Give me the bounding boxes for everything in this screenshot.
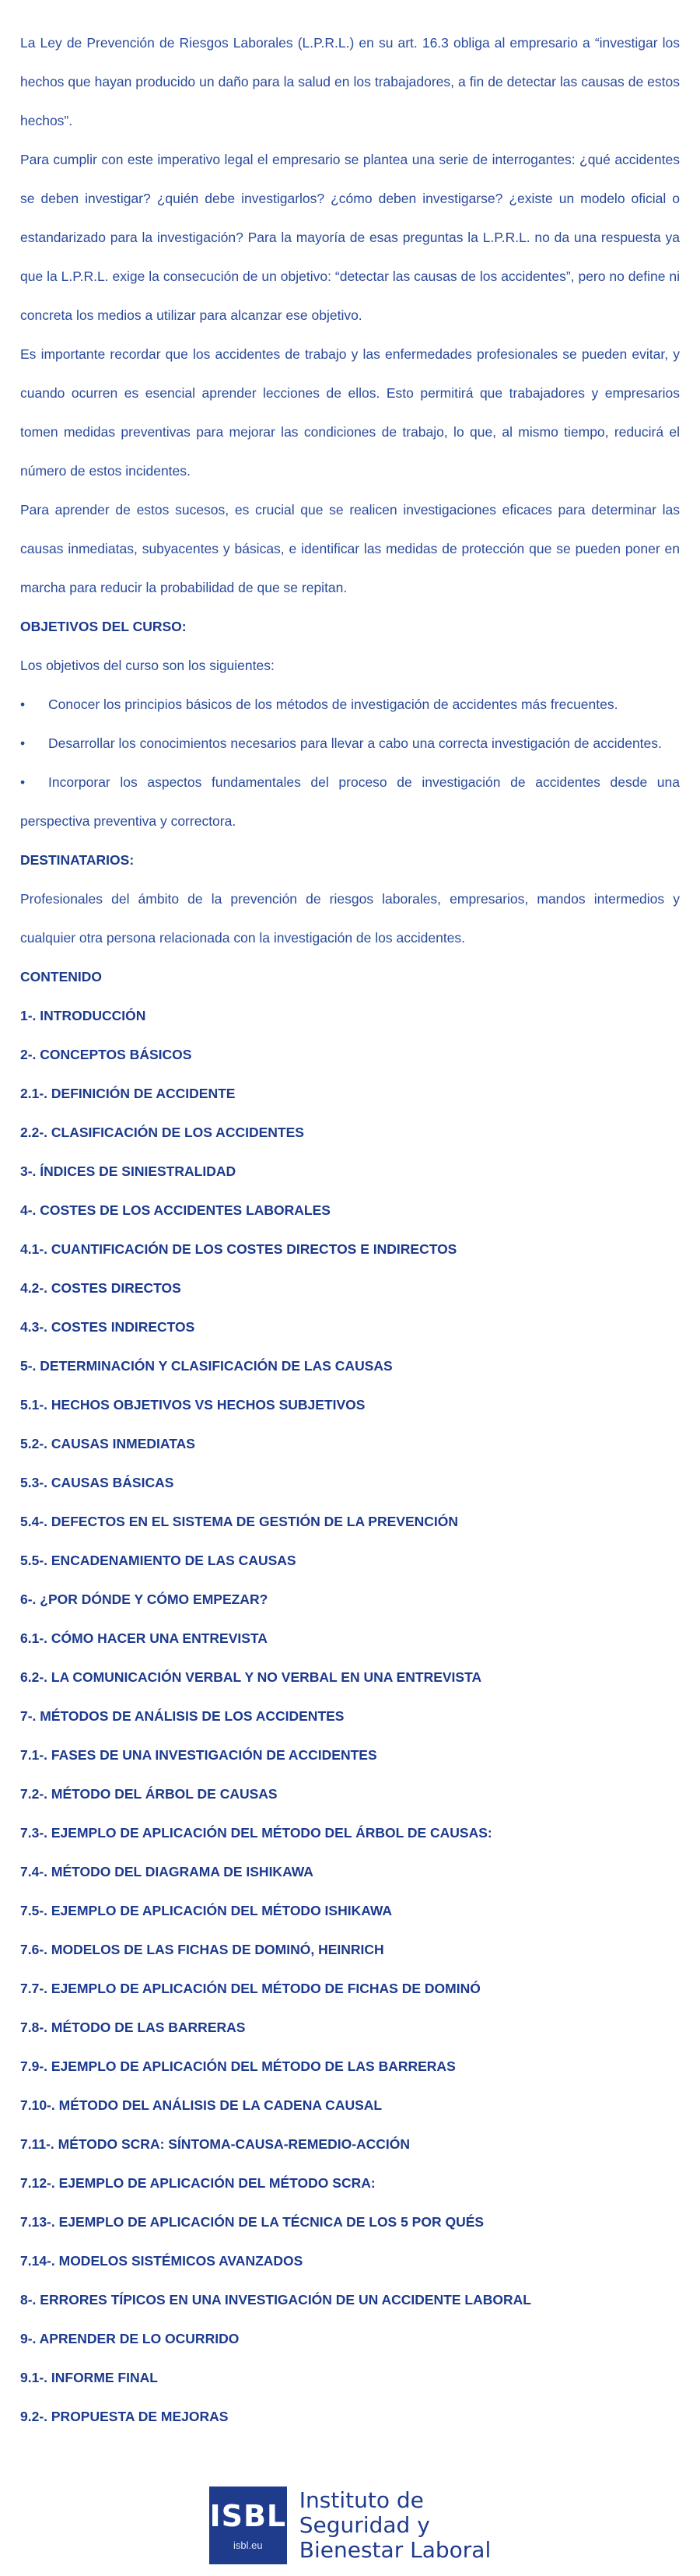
contents-item: 7-. MÉTODOS DE ANÁLISIS DE LOS ACCIDENTES <box>20 1708 345 1724</box>
contents-item: 5.1-. HECHOS OBJETIVOS VS HECHOS SUBJETIVOS <box>20 1397 366 1413</box>
objectives-heading: OBJETIVOS DEL CURSO: <box>20 619 187 634</box>
contents-item: 6.1-. CÓMO HACER UNA ENTREVISTA <box>20 1630 268 1646</box>
contents-item: 4.1-. CUANTIFICACIÓN DE LOS COSTES DIRECTOS E INDIRECTOS <box>20 1241 457 1257</box>
contents-item: 2.1-. DEFINICIÓN DE ACCIDENTE <box>20 1086 236 1101</box>
contents-list <box>20 996 680 2436</box>
contents-item: 7.11-. MÉTODO SCRA: SÍNTOMA-CAUSA-REMEDIO-ACCIÓN <box>20 2136 411 2152</box>
institute-name-line: Bienestar Laboral <box>299 2537 492 2563</box>
audience-heading: DESTINATARIOS: <box>20 852 135 868</box>
contents-item: 3-. ÍNDICES DE SINIESTRALIDAD <box>20 1163 236 1179</box>
objective-text: Desarrollar los conocimientos necesarios para llevar a cabo una correcta investigación de accidentes. <box>48 735 662 751</box>
logo-mark: ISBL <box>209 2498 287 2533</box>
intro-paragraph-4: Para aprender de estos sucesos, es crucial que se realicen investigaciones eficaces para determinar las causas inmediatas, subyacentes y básicas, e identificar las medidas de protección que se pueden poner en marcha para reducir la probabilidad de que se repitan. <box>20 502 680 595</box>
logo-domain: isbl.eu <box>233 2539 263 2551</box>
audience-text: Profesionales del ámbito de la prevención de riesgos laborales, empresarios, mandos intermedios y cualquier otra persona relacionada con la investigación de los accidentes. <box>20 891 680 946</box>
contents-item: 6.2-. LA COMUNICACIÓN VERBAL Y NO VERBAL EN UNA ENTREVISTA <box>20 1669 482 1685</box>
contents-item: 7.10-. MÉTODO DEL ANÁLISIS DE LA CADENA CAUSAL <box>20 2097 383 2113</box>
contents-item: 4.3-. COSTES INDIRECTOS <box>20 1319 195 1335</box>
contents-item: 7.12-. EJEMPLO DE APLICACIÓN DEL MÉTODO SCRA: <box>20 2175 376 2191</box>
contents-item: 9.2-. PROPUESTA DE MEJORAS <box>20 2409 229 2424</box>
contents-item: 4-. COSTES DE LOS ACCIDENTES LABORALES <box>20 1202 331 1218</box>
bullet-icon: • <box>20 735 26 751</box>
bullet-icon: • <box>20 697 26 712</box>
contents-item: 2.2-. CLASIFICACIÓN DE LOS ACCIDENTES <box>20 1125 304 1140</box>
contents-item: 7.4-. MÉTODO DEL DIAGRAMA DE ISHIKAWA <box>20 1864 313 1879</box>
contents-item: 4.2-. COSTES DIRECTOS <box>20 1280 181 1296</box>
contents-item: 7.3-. EJEMPLO DE APLICACIÓN DEL MÉTODO DEL ÁRBOL DE CAUSAS: <box>20 1825 492 1841</box>
institute-name-line: Seguridad y <box>299 2512 430 2538</box>
contents-item: 7.2-. MÉTODO DEL ÁRBOL DE CAUSAS <box>20 1786 278 1802</box>
contents-item: 5.2-. CAUSAS INMEDIATAS <box>20 1436 195 1451</box>
contents-item: 2-. CONCEPTOS BÁSICOS <box>20 1047 192 1062</box>
objective-text: Conocer los principios básicos de los métodos de investigación de accidentes más frecuentes. <box>48 697 618 712</box>
objective-item <box>20 685 680 724</box>
contents-item: 9.1-. INFORME FINAL <box>20 2370 158 2385</box>
objectives-lead: Los objetivos del curso son los siguientes: <box>20 658 275 673</box>
contents-item: 5.5-. ENCADENAMIENTO DE LAS CAUSAS <box>20 1553 296 1568</box>
contents-item: 7.9-. EJEMPLO DE APLICACIÓN DEL MÉTODO DE LAS BARRERAS <box>20 2058 456 2074</box>
isbl-logo <box>209 2487 287 2564</box>
contents-item: 7.8-. MÉTODO DE LAS BARRERAS <box>20 2020 246 2035</box>
bullet-icon: • <box>20 774 26 790</box>
objective-text: Incorporar los aspectos fundamentales del proceso de investigación de accidentes desde una perspectiva preventiva y correctora. <box>20 774 680 829</box>
intro-paragraph-2: Para cumplir con este imperativo legal el empresario se plantea una serie de interrogantes: ¿qué accidentes se deben investigar? ¿quién debe investigarlos? ¿cómo deben investigarse? ¿existe un modelo oficial o estandarizado para la investigación? Para la mayoría de esas preguntas la L.P.R.L. no da una respuesta ya que la L.P.R.L. exige la consecución de un objetivo: “detectar las causas de los accidentes”, pero no define ni concreta los medios a utilizar para alcanzar ese objetivo. <box>20 152 680 323</box>
contents-item: 7.6-. MODELOS DE LAS FICHAS DE DOMINÓ, HEINRICH <box>20 1942 384 1957</box>
contents-item: 7.7-. EJEMPLO DE APLICACIÓN DEL MÉTODO DE FICHAS DE DOMINÓ <box>20 1981 481 1996</box>
contents-item: 7.14-. MODELOS SISTÉMICOS AVANZADOS <box>20 2253 303 2269</box>
contents-item: 8-. ERRORES TÍPICOS EN UNA INVESTIGACIÓN DE UN ACCIDENTE LABORAL <box>20 2292 531 2308</box>
institute-name <box>299 2488 491 2563</box>
intro-paragraph-1: La Ley de Prevención de Riesgos Laborales (L.P.R.L.) en su art. 16.3 obliga al empresario a “investigar los hechos que hayan producido un daño para la salud en los trabajadores, a fin de detectar las causas de estos hechos”. <box>20 35 680 128</box>
objective-item <box>20 724 680 763</box>
contents-item: 7.13-. EJEMPLO DE APLICACIÓN DE LA TÉCNICA DE LOS 5 POR QUÉS <box>20 2214 485 2230</box>
contents-heading: CONTENIDO <box>20 969 102 984</box>
contents-item: 7.1-. FASES DE UNA INVESTIGACIÓN DE ACCIDENTES <box>20 1747 377 1763</box>
footer-brand <box>0 2483 700 2568</box>
contents-item: 9-. APRENDER DE LO OCURRIDO <box>20 2331 240 2346</box>
intro-paragraph-3: Es importante recordar que los accidentes de trabajo y las enfermedades profesionales se pueden evitar, y cuando ocurren es esencial aprender lecciones de ellos. Esto permitirá que trabajadores y empresarios tomen medidas preventivas para mejorar las condiciones de trabajo, lo que, al mismo tiempo, reducirá el número de estos incidentes. <box>20 346 680 479</box>
contents-item: 5.4-. DEFECTOS EN EL SISTEMA DE GESTIÓN DE LA PREVENCIÓN <box>20 1514 459 1529</box>
contents-item: 5-. DETERMINACIÓN Y CLASIFICACIÓN DE LAS CAUSAS <box>20 1358 393 1374</box>
contents-item: 1-. INTRODUCCIÓN <box>20 1008 146 1023</box>
institute-name-line: Instituto de <box>299 2487 424 2513</box>
contents-item: 5.3-. CAUSAS BÁSICAS <box>20 1475 174 1490</box>
contents-item: 7.5-. EJEMPLO DE APLICACIÓN DEL MÉTODO ISHIKAWA <box>20 1903 393 1918</box>
contents-item: 6-. ¿POR DÓNDE Y CÓMO EMPEZAR? <box>20 1592 268 1607</box>
objective-item <box>20 763 680 841</box>
